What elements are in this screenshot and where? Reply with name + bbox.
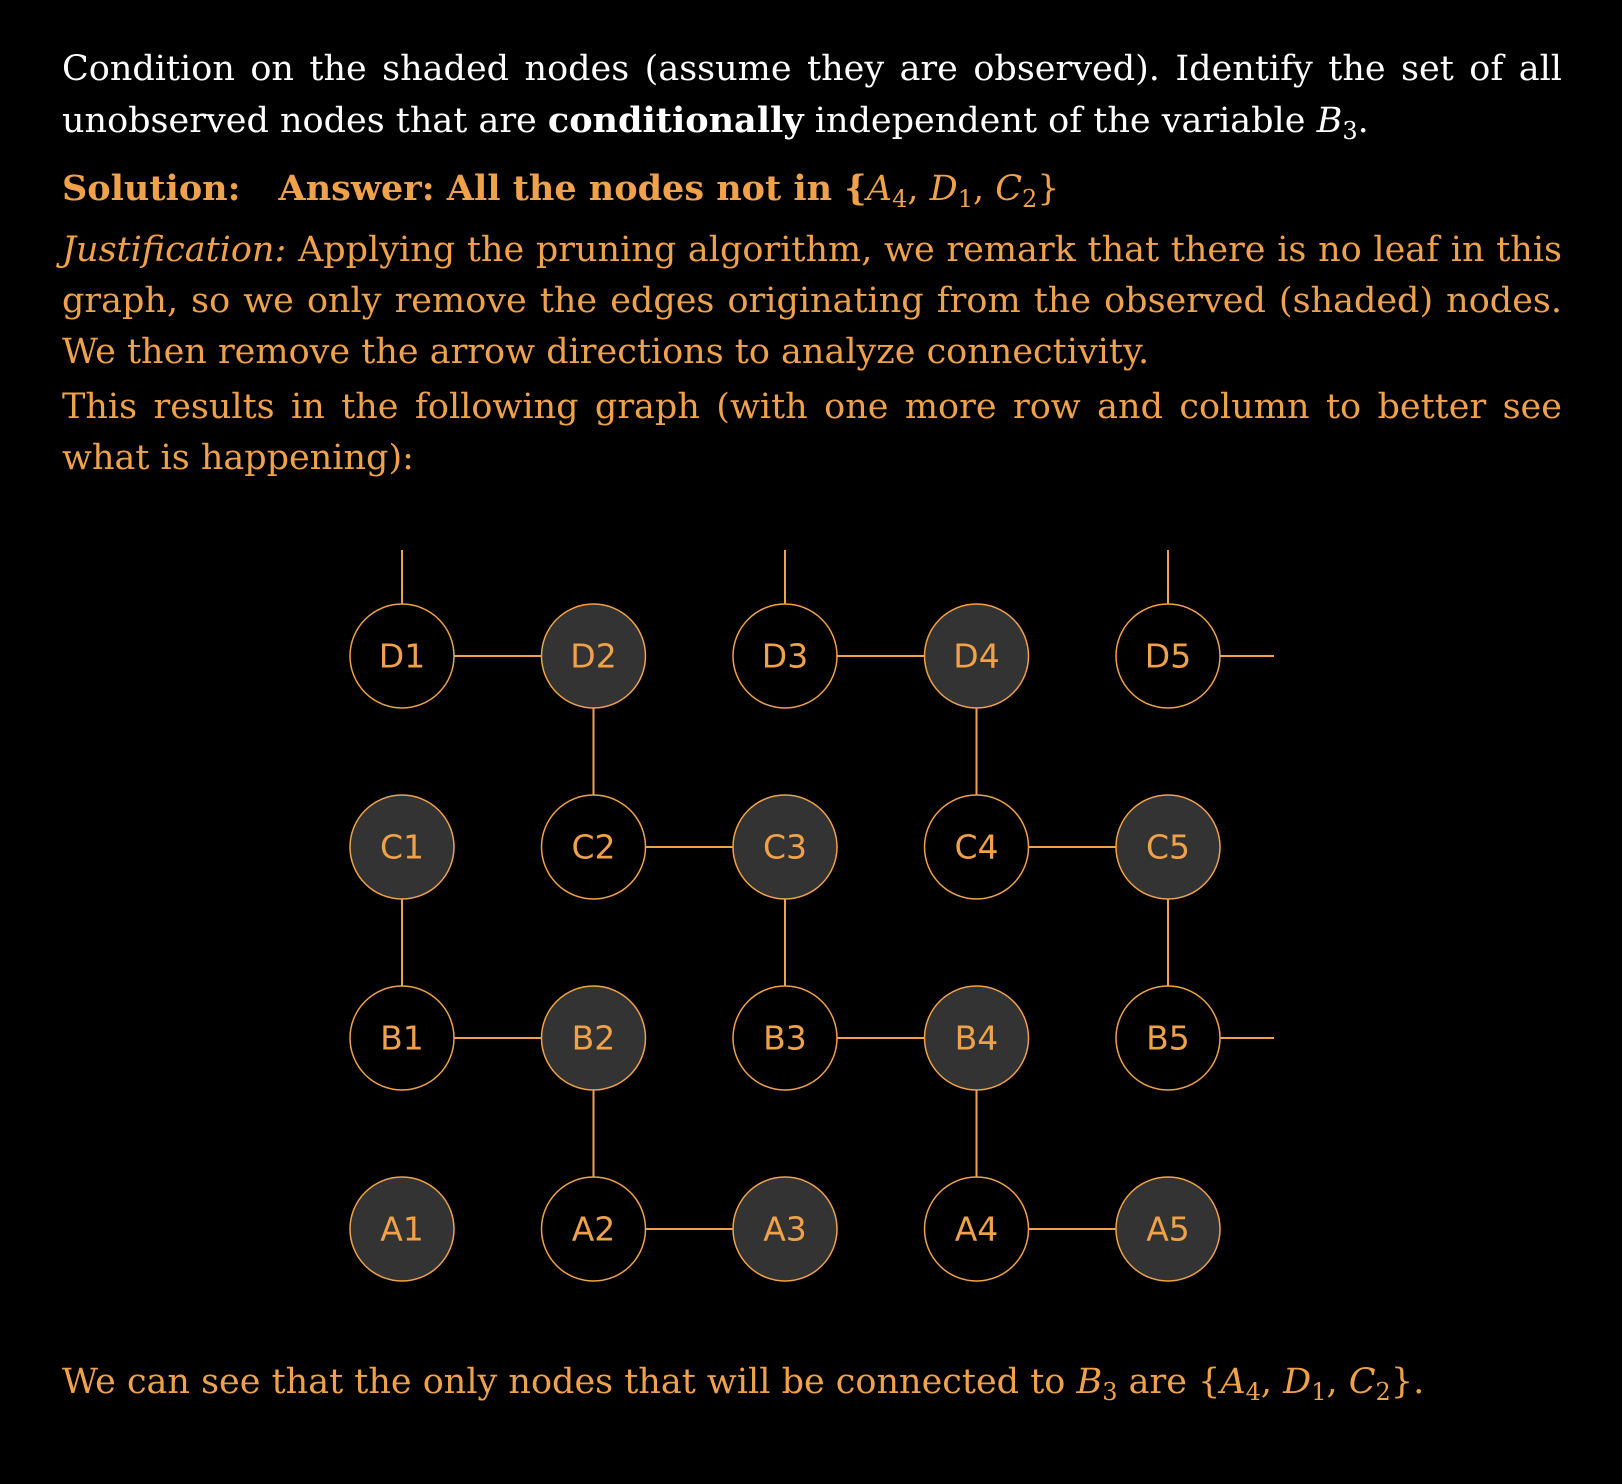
solution-label: Solution: (62, 168, 241, 209)
set-subscript: 2 (1022, 185, 1038, 213)
variable-letter: B (1316, 101, 1343, 141)
node-A5 (1116, 1177, 1220, 1281)
question-end: . (1357, 101, 1369, 141)
solution-answer: Answer: All the nodes not in { (278, 168, 867, 209)
node-B1 (350, 986, 454, 1090)
set-letter: D (929, 169, 958, 209)
node-label: C2 (571, 827, 616, 867)
node-C4 (925, 795, 1029, 899)
set-subscript: 4 (892, 185, 908, 213)
set-letter: A (866, 169, 893, 209)
node-D4 (925, 604, 1029, 708)
node-label: D2 (570, 636, 617, 676)
conclusion-set-item (1283, 1362, 1327, 1406)
node-B5 (1116, 986, 1220, 1090)
set-letter: D (1283, 1362, 1312, 1402)
conclusion-paragraph: We can see that the only nodes that will be connected to $B_3$ are {$A_4$, $D_1$, $C_2$}. (62, 1362, 1425, 1406)
set-letter: C (995, 169, 1023, 209)
node-D3 (733, 604, 837, 708)
node-label: A5 (1146, 1209, 1190, 1249)
node-label: A1 (380, 1209, 424, 1249)
node-label: D1 (378, 636, 426, 676)
conclusion-variable (1076, 1362, 1118, 1406)
node-A3 (733, 1177, 837, 1281)
conclusion-text: We can see that the only nodes that will be connected to (62, 1362, 1077, 1402)
node-label: B5 (1146, 1018, 1190, 1058)
node-C3 (733, 795, 837, 899)
set-subscript: 1 (1311, 1378, 1327, 1406)
set-letter: A (1220, 1362, 1246, 1402)
set-subscript: 2 (1375, 1378, 1391, 1406)
node-label: B4 (954, 1018, 999, 1058)
node-label: C4 (954, 827, 999, 867)
set-subscript: 1 (957, 185, 973, 213)
node-label: D3 (761, 636, 809, 676)
variable-letter: B (1076, 1362, 1103, 1402)
conclusion-end: }. (1390, 1362, 1425, 1402)
node-A1 (350, 1177, 454, 1281)
result-paragraph: This results in the following graph (with one more row and column to better see what is happening): (62, 387, 1562, 478)
conclusion-mid: are { (1117, 1362, 1221, 1402)
question-bold-word: conditionally (547, 100, 804, 141)
conclusion-set-item (1348, 1362, 1391, 1406)
node-label: B1 (380, 1018, 424, 1058)
variable-subscript: 3 (1342, 117, 1358, 145)
set-letter: C (1348, 1362, 1376, 1402)
variable-subscript: 3 (1102, 1378, 1118, 1406)
question-text-1: Condition on the shaded nodes (assume they are observed). Identify the set of all unobserved nodes that are (62, 49, 1562, 141)
node-label: C1 (379, 827, 425, 867)
conclusion-set-item (1220, 1362, 1261, 1406)
justification-label: Justification: (62, 230, 287, 270)
node-label: C5 (1145, 827, 1191, 867)
node-B2 (542, 986, 646, 1090)
node-D5 (1116, 604, 1220, 708)
set-subscript: 4 (1245, 1378, 1261, 1406)
answer-set-close: } (1037, 169, 1060, 209)
question-text-2: independent of the variable (803, 101, 1317, 141)
solution-answer-line: Solution: Answer: All the nodes not in {$A_4$, $D_1$, $C_2$} (62, 168, 1060, 213)
node-label: C3 (762, 827, 808, 867)
node-C5 (1116, 795, 1220, 899)
node-A4 (925, 1177, 1029, 1281)
node-label: A2 (571, 1209, 616, 1249)
justification-text: Applying the pruning algorithm, we remark that there is no leaf in this graph, so we only remove the edges originating from the observed (shaded) nodes. We then remove the arrow directions to analyze connectivity. (62, 230, 1562, 372)
node-label: D5 (1144, 636, 1192, 676)
node-B3 (733, 986, 837, 1090)
node-label: B2 (571, 1018, 616, 1058)
node-A2 (542, 1177, 646, 1281)
node-D1 (350, 604, 454, 708)
node-label: A3 (763, 1209, 807, 1249)
node-D2 (542, 604, 646, 708)
node-C1 (350, 795, 454, 899)
node-label: B3 (763, 1018, 807, 1058)
node-C2 (542, 795, 646, 899)
node-label: A4 (954, 1209, 999, 1249)
node-B4 (925, 986, 1029, 1090)
node-label: D4 (953, 636, 1000, 676)
